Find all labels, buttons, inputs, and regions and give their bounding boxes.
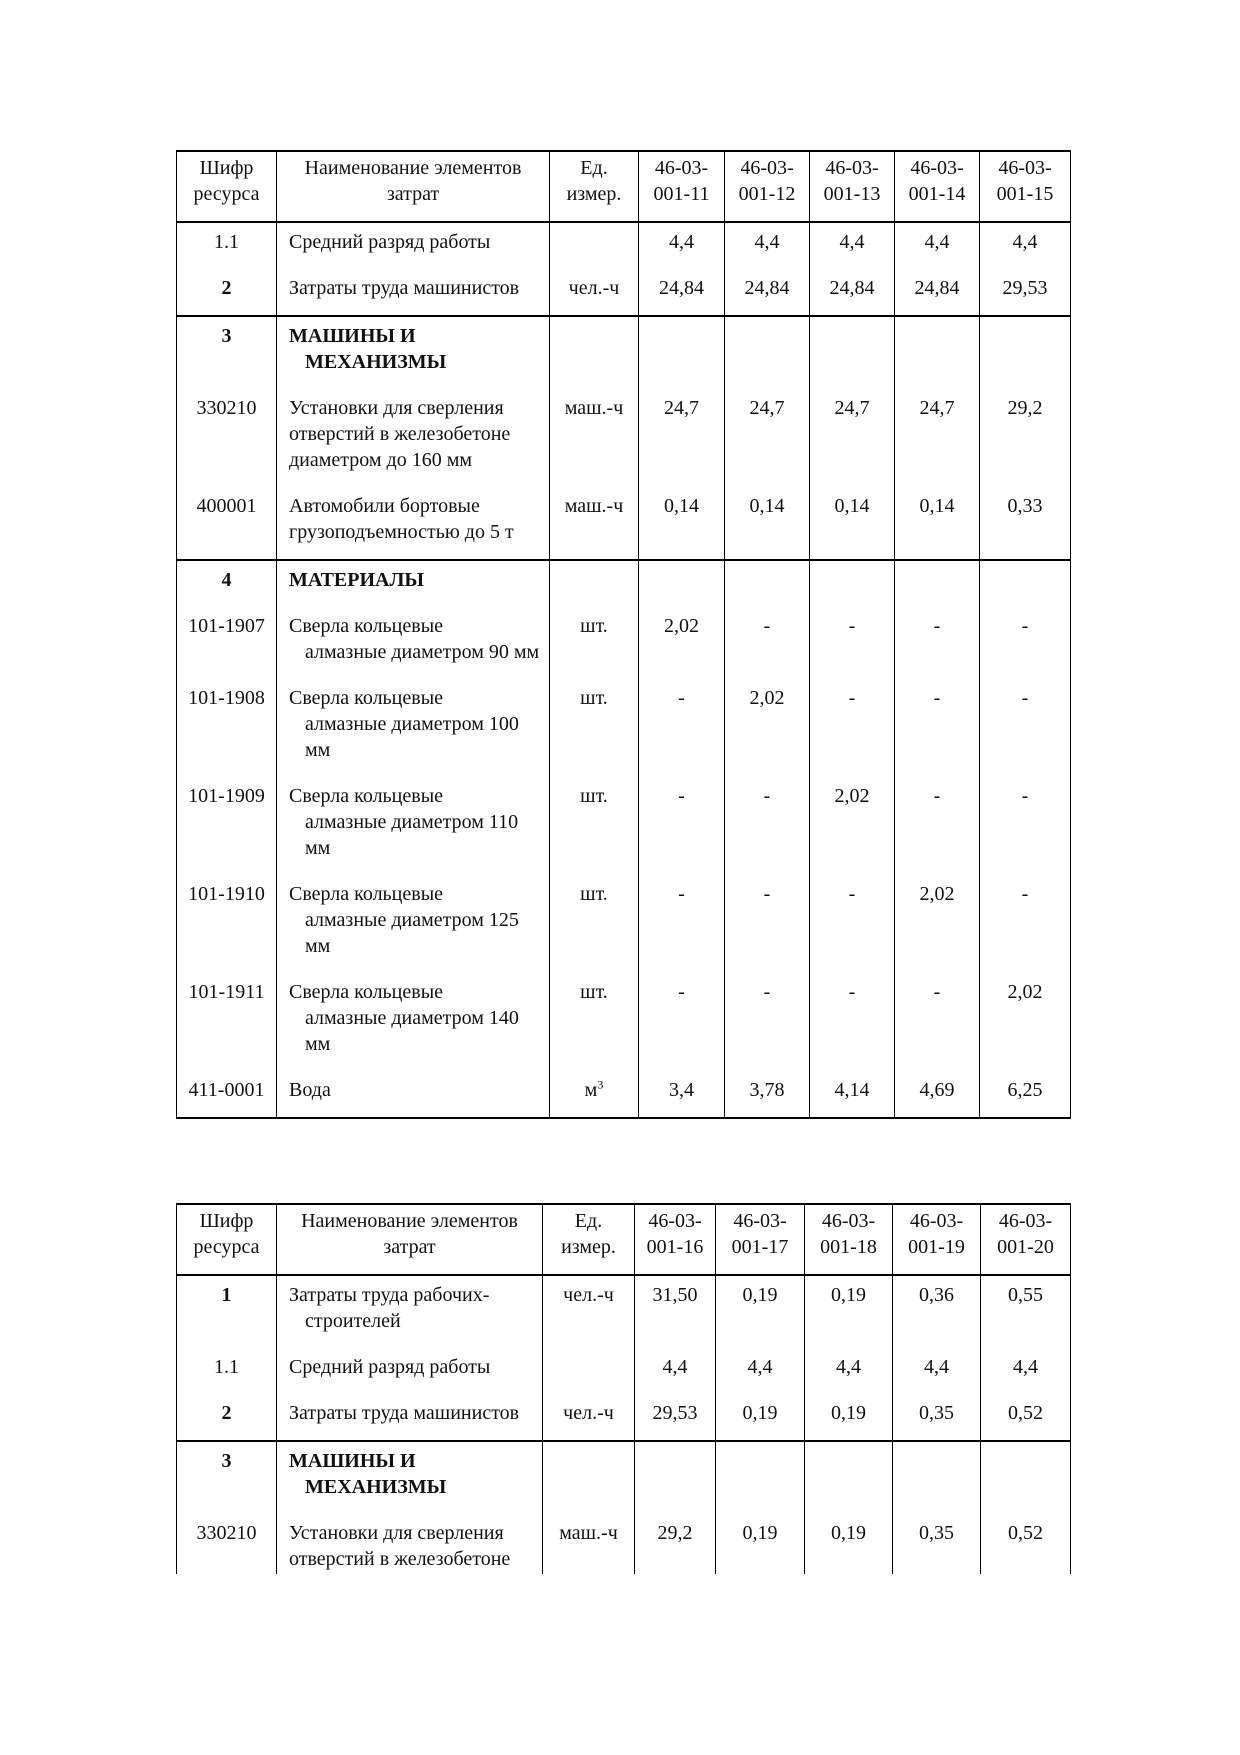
row-code: 3 (177, 1441, 277, 1514)
row-value: - (980, 777, 1071, 875)
row-code: 4 (177, 560, 277, 607)
row-value: 0,35 (893, 1394, 981, 1441)
row-name: Установки для сверления отверстий в железобетоне (277, 1514, 543, 1574)
row-unit: чел.-ч (543, 1275, 635, 1348)
header-col-5: 46-03-001-15 (980, 151, 1071, 222)
header-name: Наименование элементов затрат (277, 1204, 543, 1275)
header-code: Шифр ресурса (177, 1204, 277, 1275)
section-row-machines (177, 316, 1071, 389)
row-value: 0,19 (805, 1394, 893, 1441)
section-title (277, 1441, 543, 1514)
row-name: Затраты труда машинистов (277, 269, 550, 316)
section-title-line-1: МАШИНЫ И (289, 325, 416, 347)
row-unit: маш.-ч (550, 487, 639, 560)
row-value: 29,53 (635, 1394, 716, 1441)
row-value: 2,02 (980, 973, 1071, 1071)
table-row (177, 222, 1071, 269)
row-value: - (810, 679, 895, 777)
table-row (177, 973, 1071, 1071)
row-name (277, 607, 550, 679)
row-value: 2,02 (810, 777, 895, 875)
table-row (177, 1514, 1071, 1574)
row-code: 101-1908 (177, 679, 277, 777)
row-value: 0,52 (981, 1394, 1071, 1441)
row-name-line-1: Сверла кольцевые (289, 615, 444, 637)
section-title (277, 316, 550, 389)
unit-base: м (584, 1079, 598, 1101)
header-col-1: 46-03-001-11 (639, 151, 725, 222)
row-name-line-2: алмазные диаметром 140 мм (305, 1007, 519, 1055)
row-code: 101-1909 (177, 777, 277, 875)
row-value: 4,4 (725, 222, 810, 269)
row-value: 31,50 (635, 1275, 716, 1348)
row-value: - (639, 973, 725, 1071)
row-name-line-1: Затраты труда рабочих- (289, 1284, 490, 1306)
row-value: 0,14 (895, 487, 980, 560)
row-name: Установки для сверления отверстий в железобетоне диаметром до 160 мм (277, 389, 550, 487)
row-value: 3,4 (639, 1071, 725, 1118)
row-name-line-1: Сверла кольцевые (289, 981, 444, 1003)
row-unit: шт. (550, 777, 639, 875)
header-col-1: 46-03-001-16 (635, 1204, 716, 1275)
row-name (277, 973, 550, 1071)
row-value: - (980, 875, 1071, 973)
row-name: Затраты труда машинистов (277, 1394, 543, 1441)
row-value: 4,4 (893, 1348, 981, 1394)
header-col-4: 46-03-001-19 (893, 1204, 981, 1275)
resource-table-1 (176, 150, 1071, 1119)
row-value: 4,14 (810, 1071, 895, 1118)
row-value: - (725, 777, 810, 875)
row-unit (543, 1348, 635, 1394)
table-row (177, 777, 1071, 875)
header-unit: Ед. измер. (550, 151, 639, 222)
row-value: 0,35 (893, 1514, 981, 1574)
row-value: 29,2 (635, 1514, 716, 1574)
header-code: Шифр ресурса (177, 151, 277, 222)
row-value: 29,2 (980, 389, 1071, 487)
row-value: - (725, 607, 810, 679)
row-unit: шт. (550, 875, 639, 973)
table-row (177, 269, 1071, 316)
header-col-3: 46-03-001-13 (810, 151, 895, 222)
row-value: 4,4 (805, 1348, 893, 1394)
row-value: - (895, 607, 980, 679)
header-col-3: 46-03-001-18 (805, 1204, 893, 1275)
row-value: 29,53 (980, 269, 1071, 316)
row-value: 0,19 (716, 1275, 805, 1348)
row-code: 2 (177, 269, 277, 316)
row-code: 101-1911 (177, 973, 277, 1071)
row-value: 0,19 (805, 1275, 893, 1348)
row-code: 330210 (177, 1514, 277, 1574)
row-value: - (639, 679, 725, 777)
row-value: 4,4 (980, 222, 1071, 269)
table-row (177, 389, 1071, 487)
row-code: 411-0001 (177, 1071, 277, 1118)
header-col-5: 46-03-001-20 (981, 1204, 1071, 1275)
table-row (177, 679, 1071, 777)
row-name-line-2: алмазные диаметром 125 мм (305, 909, 519, 957)
row-unit: шт. (550, 607, 639, 679)
row-value: 4,4 (635, 1348, 716, 1394)
row-value: - (810, 607, 895, 679)
row-code: 400001 (177, 487, 277, 560)
row-value: 24,7 (895, 389, 980, 487)
row-value: 0,14 (725, 487, 810, 560)
row-value: 24,7 (725, 389, 810, 487)
row-value: 4,4 (716, 1348, 805, 1394)
row-value: 0,55 (981, 1275, 1071, 1348)
row-unit: шт. (550, 973, 639, 1071)
row-code: 101-1910 (177, 875, 277, 973)
header-col-2: 46-03-001-17 (716, 1204, 805, 1275)
row-name (277, 777, 550, 875)
row-value: 2,02 (895, 875, 980, 973)
row-value: 0,33 (980, 487, 1071, 560)
row-value: - (895, 679, 980, 777)
section-title-line-2: МЕХАНИЗМЫ (305, 351, 447, 373)
row-name: Средний разряд работы (277, 222, 550, 269)
row-value: 24,84 (810, 269, 895, 316)
row-value: 0,19 (805, 1514, 893, 1574)
row-code: 1 (177, 1275, 277, 1348)
header-name: Наименование элементов затрат (277, 151, 550, 222)
row-value: 24,7 (639, 389, 725, 487)
row-name-line-1: Сверла кольцевые (289, 785, 444, 807)
table-row (177, 607, 1071, 679)
unit-superscript: 3 (597, 1077, 604, 1092)
row-name-line-2: алмазные диаметром 90 мм (305, 641, 540, 663)
resource-table-2 (176, 1203, 1071, 1574)
row-name-line-1: Сверла кольцевые (289, 883, 444, 905)
row-code: 3 (177, 316, 277, 389)
row-value: - (725, 973, 810, 1071)
row-value: 24,84 (639, 269, 725, 316)
row-value: 0,19 (716, 1514, 805, 1574)
row-value: - (810, 973, 895, 1071)
row-name: Вода (277, 1071, 550, 1118)
row-name: Автомобили бортовые грузоподъемностью до 5 т (277, 487, 550, 560)
row-unit (550, 1071, 639, 1118)
row-unit: маш.-ч (543, 1514, 635, 1574)
section-title-line-1: МАШИНЫ И (289, 1450, 416, 1472)
row-value: 3,78 (725, 1071, 810, 1118)
row-unit: шт. (550, 679, 639, 777)
section-row-materials (177, 560, 1071, 607)
table-row (177, 1348, 1071, 1394)
row-value: - (810, 875, 895, 973)
row-value: 0,36 (893, 1275, 981, 1348)
table-row (177, 875, 1071, 973)
section-title-line-2: МЕХАНИЗМЫ (305, 1476, 447, 1498)
table-row (177, 1071, 1071, 1118)
row-value: 6,25 (980, 1071, 1071, 1118)
row-code: 1.1 (177, 222, 277, 269)
row-value: - (980, 607, 1071, 679)
row-value: - (639, 875, 725, 973)
header-unit: Ед. измер. (543, 1204, 635, 1275)
table-header-row (177, 1204, 1071, 1275)
row-value: 2,02 (725, 679, 810, 777)
row-name-line-2: строителей (305, 1310, 401, 1332)
row-code: 1.1 (177, 1348, 277, 1394)
row-value: 4,4 (810, 222, 895, 269)
table-row (177, 1275, 1071, 1348)
row-value: 4,4 (895, 222, 980, 269)
header-col-4: 46-03-001-14 (895, 151, 980, 222)
row-value: - (895, 777, 980, 875)
row-name (277, 679, 550, 777)
row-unit (550, 222, 639, 269)
row-value: - (980, 679, 1071, 777)
row-name (277, 875, 550, 973)
header-col-2: 46-03-001-12 (725, 151, 810, 222)
table-row (177, 487, 1071, 560)
section-title: МАТЕРИАЛЫ (277, 560, 550, 607)
row-unit: чел.-ч (543, 1394, 635, 1441)
row-name-line-1: Сверла кольцевые (289, 687, 444, 709)
row-code: 330210 (177, 389, 277, 487)
row-value: 24,7 (810, 389, 895, 487)
table-header-row (177, 151, 1071, 222)
row-value: - (639, 777, 725, 875)
row-name: Средний разряд работы (277, 1348, 543, 1394)
row-unit: чел.-ч (550, 269, 639, 316)
row-value: 0,19 (716, 1394, 805, 1441)
row-value: 0,14 (639, 487, 725, 560)
row-value: - (725, 875, 810, 973)
row-name-line-2: алмазные диаметром 110 мм (305, 811, 519, 859)
section-row-machines (177, 1441, 1071, 1514)
row-value: 0,52 (981, 1514, 1071, 1574)
row-code: 2 (177, 1394, 277, 1441)
row-value: 24,84 (895, 269, 980, 316)
row-code: 101-1907 (177, 607, 277, 679)
row-unit: маш.-ч (550, 389, 639, 487)
row-value: 4,4 (981, 1348, 1071, 1394)
row-value: 2,02 (639, 607, 725, 679)
row-name (277, 1275, 543, 1348)
row-value: 4,4 (639, 222, 725, 269)
table-row (177, 1394, 1071, 1441)
row-value: 0,14 (810, 487, 895, 560)
row-value: 24,84 (725, 269, 810, 316)
row-value: - (895, 973, 980, 1071)
row-value: 4,69 (895, 1071, 980, 1118)
row-name-line-2: алмазные диаметром 100 мм (305, 713, 519, 761)
